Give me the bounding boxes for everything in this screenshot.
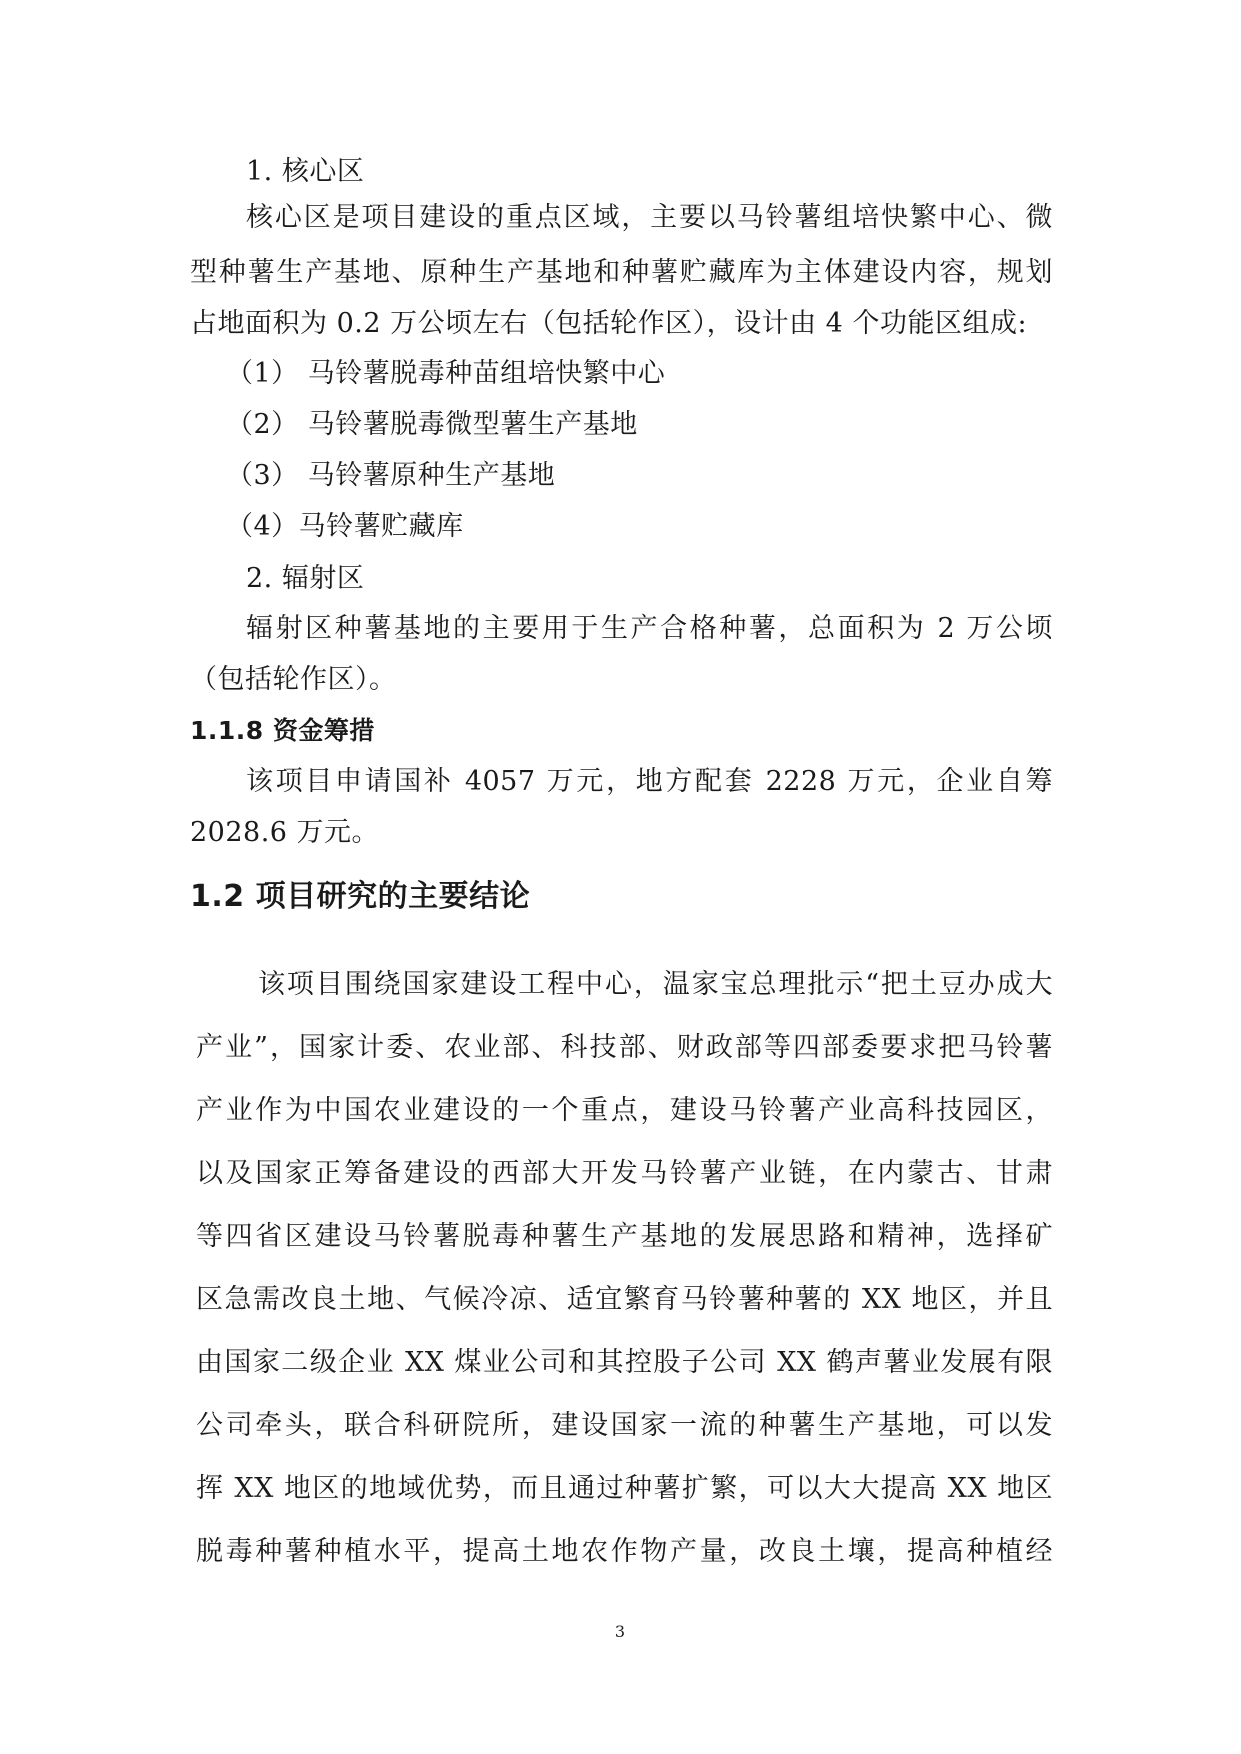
conclusion-paragraph-line-5: 等四省区建设马铃薯脱毒种薯生产基地的发展思路和精神，选择矿 [196, 1221, 1053, 1252]
funding-heading: 1.1.8 资金筹措 [190, 716, 375, 745]
core-list-item-3: （3） 马铃薯原种生产基地 [226, 460, 556, 491]
conclusion-heading: 1.2 项目研究的主要结论 [190, 879, 531, 914]
conclusion-paragraph-line-9: 挥 XX 地区的地域优势，而且通过种薯扩繁，可以大大提高 XX 地区 [196, 1473, 1053, 1504]
funding-paragraph-line-2: 2028.6 万元。 [190, 817, 380, 848]
core-area-heading: 1. 核心区 [246, 156, 365, 187]
conclusion-paragraph-line-6: 区急需改良土地、气候冷凉、适宜繁育马铃薯种薯的 XX 地区，并且 [196, 1284, 1053, 1315]
core-paragraph-line-3: 占地面积为 0.2 万公顷左右（包括轮作区），设计由 4 个功能区组成: [190, 308, 1028, 339]
conclusion-paragraph-line-10: 脱毒种薯种植水平，提高土地农作物产量，改良土壤，提高种植经 [196, 1536, 1053, 1567]
conclusion-paragraph-line-3: 产业作为中国农业建设的一个重点，建设马铃薯产业高科技园区， [196, 1095, 1053, 1126]
conclusion-paragraph-line-8: 公司牵头，联合科研院所，建设国家一流的种薯生产基地，可以发 [196, 1410, 1053, 1441]
radiation-paragraph-line-1: 辐射区种薯基地的主要用于生产合格种薯，总面积为 2 万公顷 [246, 613, 1053, 644]
core-paragraph-line-2: 型种薯生产基地、原种生产基地和种薯贮藏库为主体建设内容，规划 [190, 257, 1053, 288]
core-list-item-1: （1） 马铃薯脱毒种苗组培快繁中心 [226, 358, 666, 389]
radiation-area-heading: 2. 辐射区 [246, 563, 365, 594]
conclusion-paragraph-line-7: 由国家二级企业 XX 煤业公司和其控股子公司 XX 鹤声薯业发展有限 [196, 1347, 1053, 1378]
conclusion-paragraph-line-1: 该项目围绕国家建设工程中心，温家宝总理批示“把土豆办成大 [258, 969, 1053, 1000]
core-paragraph-line-1: 核心区是项目建设的重点区域，主要以马铃薯组培快繁中心、微 [246, 202, 1053, 233]
core-list-item-2: （2） 马铃薯脱毒微型薯生产基地 [226, 409, 638, 440]
funding-paragraph-line-1: 该项目申请国补 4057 万元，地方配套 2228 万元，企业自筹 [246, 766, 1053, 797]
page-number: 3 [614, 1622, 626, 1641]
radiation-paragraph-line-2: （包括轮作区）。 [190, 664, 397, 695]
conclusion-paragraph-line-2: 产业”，国家计委、农业部、科技部、财政部等四部委要求把马铃薯 [196, 1032, 1053, 1063]
conclusion-paragraph-line-4: 以及国家正筹备建设的西部大开发马铃薯产业链，在内蒙古、甘肃 [196, 1158, 1053, 1189]
core-list-item-4: （4）马铃薯贮藏库 [226, 511, 464, 542]
